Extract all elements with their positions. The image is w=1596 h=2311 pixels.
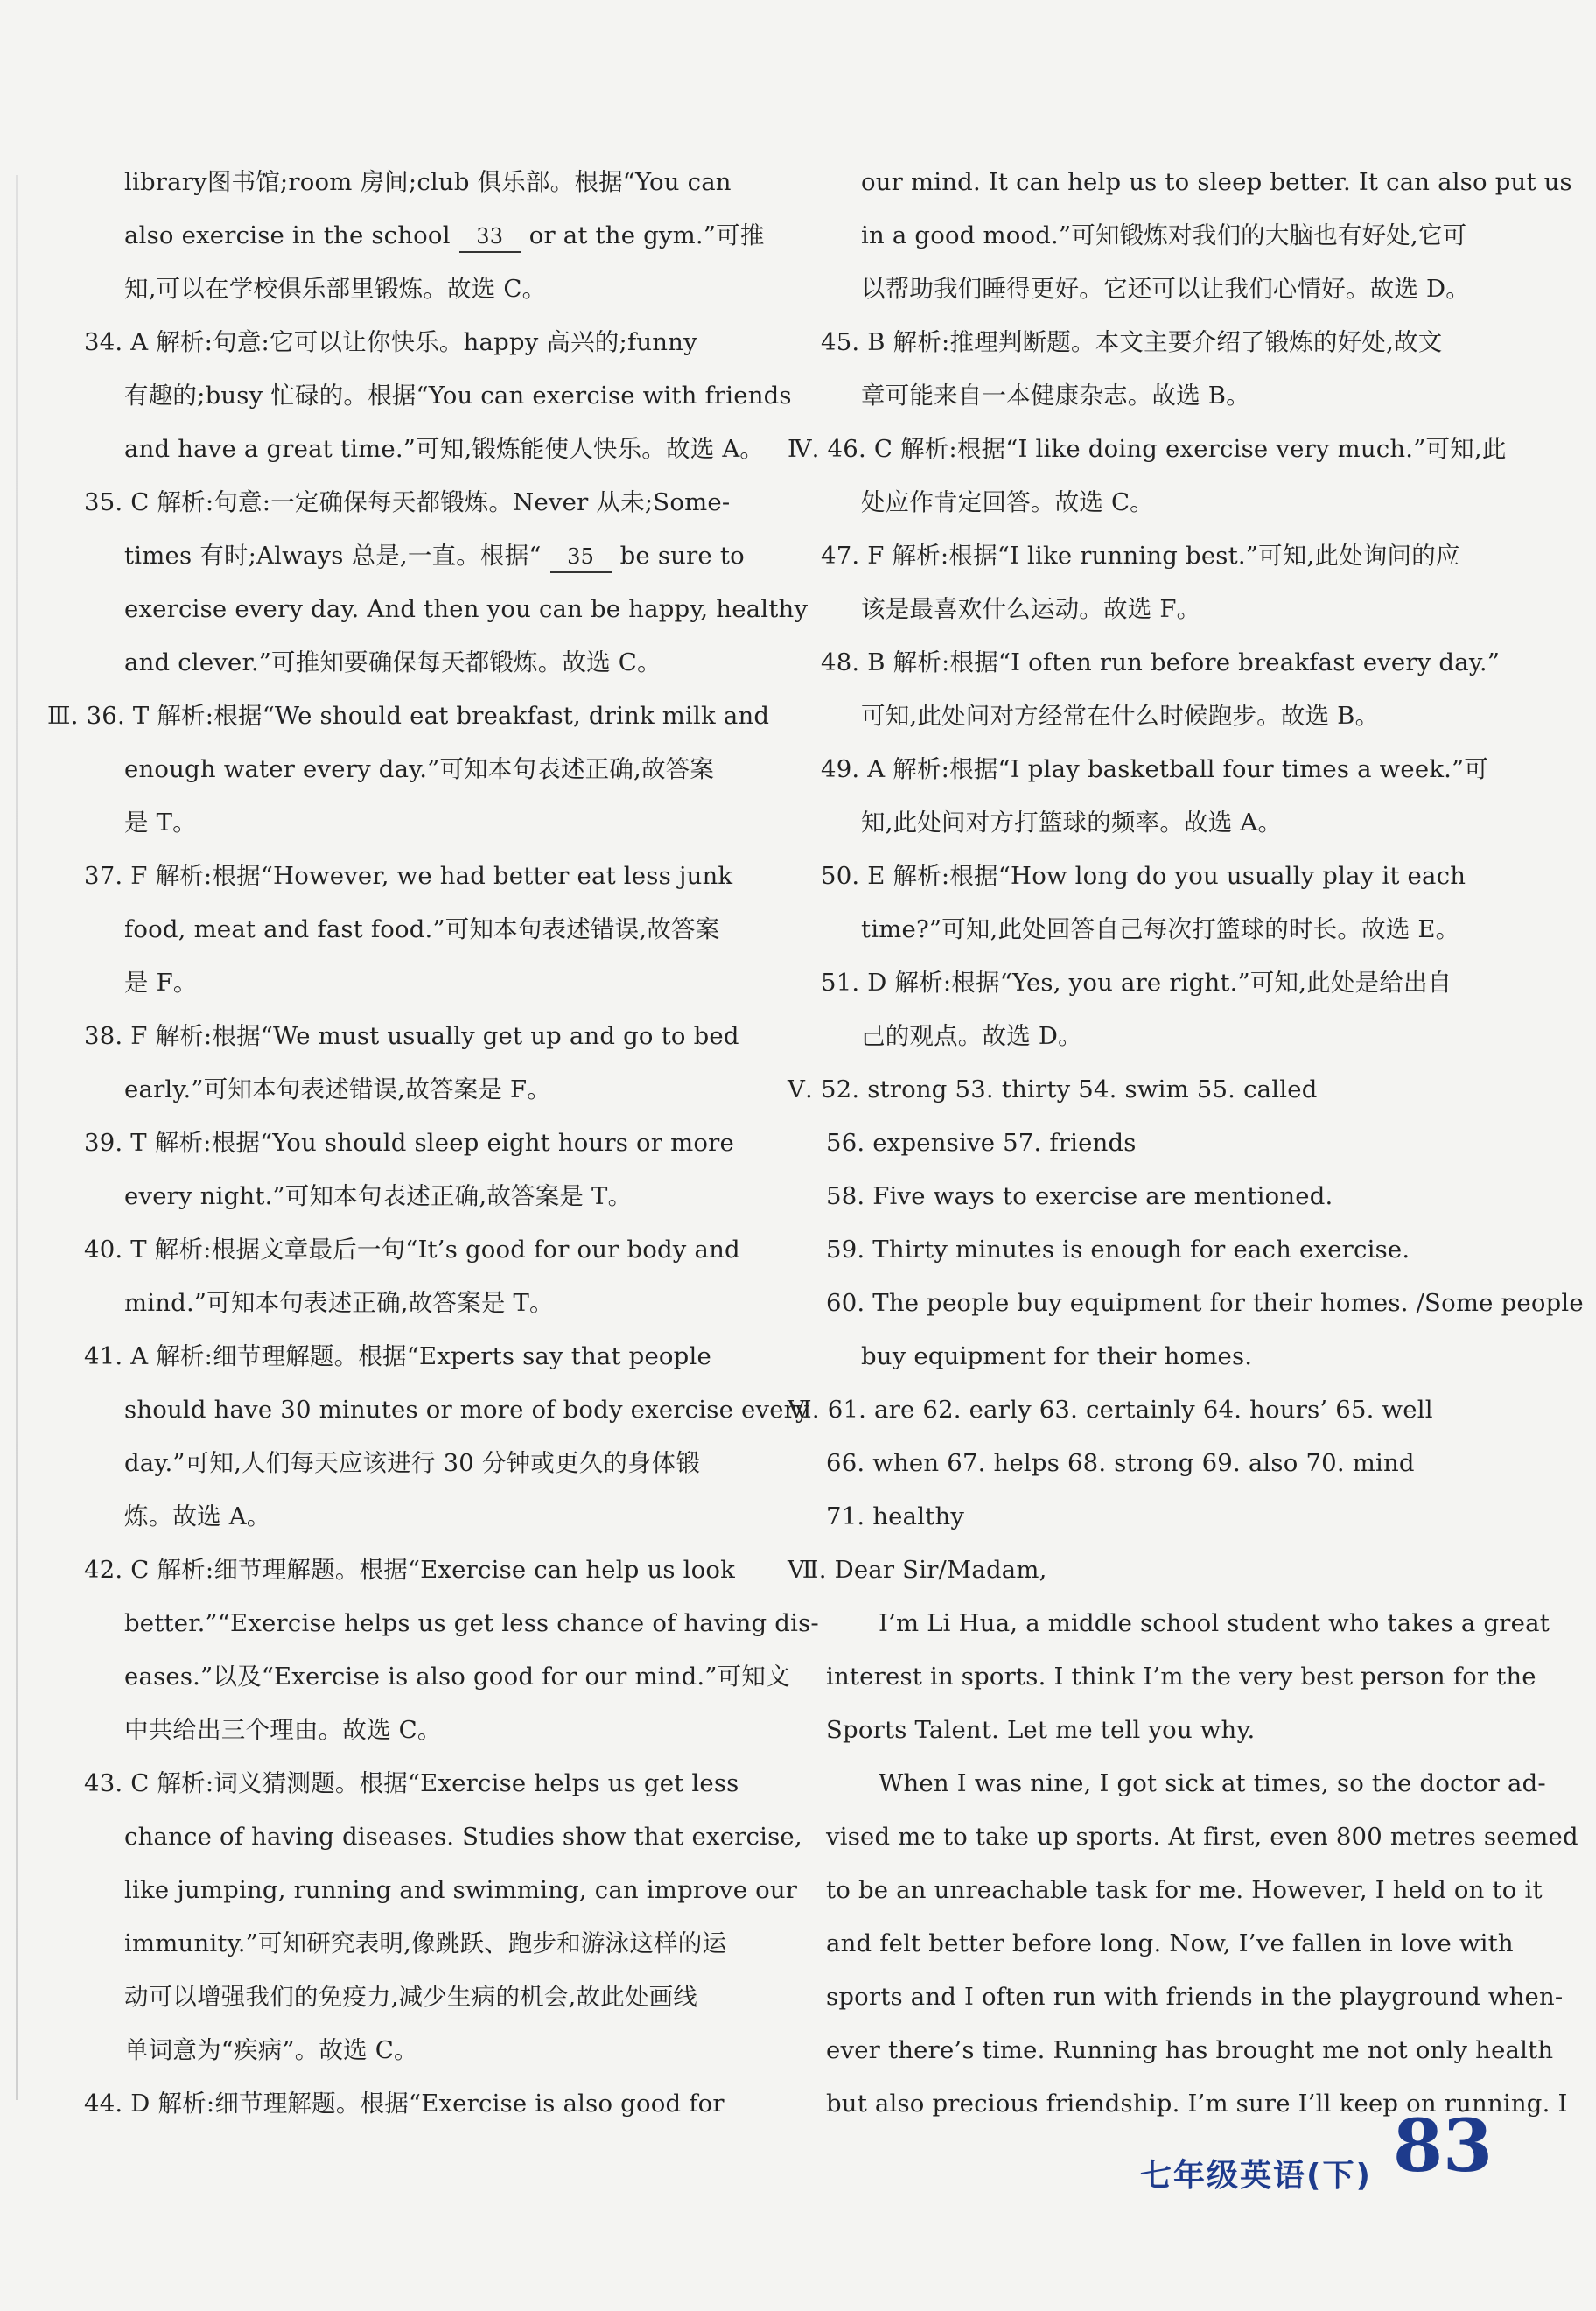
answer-line: 知,可以在学校俱乐部里锻炼。故选 C。 [124,275,547,303]
answer-line: 章可能来自一本健康杂志。故选 B。 [861,382,1250,410]
answer-line: 可知,此处问对方经常在什么时候跑步。故选 B。 [861,702,1380,730]
section-iv-item-46: Ⅳ. 46. C 解析:根据“I like doing exercise very much.”可知,此 [788,435,1507,463]
answer-line: mind.”可知本句表述正确,故答案是 T。 [124,1289,554,1317]
footer-book-title: 七年级英语(下) [1140,2158,1372,2194]
answer-item-45: 45. B 解析:推理判断题。本文主要介绍了锻炼的好处,故文 [821,328,1443,356]
answer-item-35: 35. C 解析:句意:一定确保每天都锻炼。Never 从未;Some- [84,488,731,516]
answer-line: early.”可知本句表述错误,故答案是 F。 [124,1075,551,1103]
answer-item-47: 47. F 解析:根据“I like running best.”可知,此处询问的应 [821,542,1460,570]
answer-line-with-blank: also exercise in the school 33 or at the gym.”可推 [77,209,751,263]
answer-line: 是 T。 [124,809,197,837]
page-number: 83 [1393,2104,1494,2188]
section-v-answers: Ⅴ. 52. strong 53. thirty 54. swim 55. called [788,1075,1318,1103]
essay-line: I’m Li Hua, a middle school student who takes a great [878,1609,1550,1637]
answer-item-51: 51. D 解析:根据“Yes, you are right.”可知,此处是给出自 [821,969,1452,997]
section-vii-salutation: Ⅶ. Dear Sir/Madam, [788,1556,1047,1584]
answer-line: 59. Thirty minutes is enough for each exercise. [826,1236,1410,1264]
essay-line: and felt better before long. Now, I’ve fallen in love with [826,1929,1514,1957]
answer-line: library图书馆;room 房间;club 俱乐部。根据“You can [124,168,732,196]
answer-item-48: 48. B 解析:根据“I often run before breakfast every day.” [821,648,1501,676]
answer-line: should have 30 minutes or more of body exercise every [124,1396,809,1424]
answer-line-with-blank: times 有时;Always 总是,一直。根据“ 35 be sure to [77,529,751,583]
answer-line: 该是最喜欢什么运动。故选 F。 [861,595,1201,623]
answer-line: day.”可知,人们每天应该进行 30 分钟或更久的身体锻 [124,1449,701,1477]
answer-line: 知,此处问对方打篮球的频率。故选 A。 [861,809,1283,837]
answer-line: chance of having diseases. Studies show that exercise, [124,1823,802,1851]
answer-line: 以帮助我们睡得更好。它还可以让我们心情好。故选 D。 [861,275,1470,303]
answer-item-40: 40. T 解析:根据文章最后一句“It’s good for our body and [84,1236,740,1264]
right-column [788,156,1584,2131]
answer-line: 动可以增强我们的免疫力,减少生病的机会,故此处画线 [124,1983,697,2011]
answer-line: 58. Five ways to exercise are mentioned. [826,1182,1334,1210]
answer-line: in a good mood.”可知锻炼对我们的大脑也有好处,它可 [861,221,1467,249]
answer-line: food, meat and fast food.”可知本句表述错误,故答案 [124,915,720,943]
page-edge-border [16,175,18,2100]
section-iii-item-36: Ⅲ. 36. T 解析:根据“We should eat breakfast, drink milk and [47,702,770,730]
section-vi-answers: Ⅵ. 61. are 62. early 63. certainly 64. hours’ 65. well [788,1396,1433,1424]
left-column [47,156,819,2131]
answer-line: 有趣的;busy 忙碌的。根据“You can exercise with friends [124,382,792,410]
answer-line: 己的观点。故选 D。 [861,1022,1082,1050]
answer-line: 66. when 67. helps 68. strong 69. also 70. mind [826,1449,1415,1477]
essay-line: sports and I often run with friends in the playground when- [826,1983,1564,2011]
answer-item-42: 42. C 解析:细节理解题。根据“Exercise can help us look [84,1556,736,1584]
answer-line: every night.”可知本句表述正确,故答案是 T。 [124,1182,633,1210]
answer-item-41: 41. A 解析:细节理解题。根据“Experts say that people [84,1342,711,1370]
answer-line: 单词意为“疾病”。故选 C。 [124,2036,418,2064]
answer-line: better.”“Exercise helps us get less chance of having dis- [124,1609,819,1637]
answer-line: immunity.”可知研究表明,像跳跃、跑步和游泳这样的运 [124,1929,727,1957]
answer-item-39: 39. T 解析:根据“You should sleep eight hours or more [84,1129,734,1157]
answer-line: exercise every day. And then you can be happy, healthy [124,595,808,623]
answer-line: 71. healthy [826,1502,965,1530]
blank-underline: 35 [550,542,612,573]
answer-line: eases.”以及“Exercise is also good for our mind.”可知文 [124,1663,790,1691]
answer-line: like jumping, running and swimming, can improve our [124,1876,798,1904]
essay-line: When I was nine, I got sick at times, so the doctor ad- [878,1769,1546,1797]
essay-line: interest in sports. I think I’m the very best person for the [826,1663,1536,1691]
essay-line: but also precious friendship. I’m sure I’ll keep on running. I [826,2090,1568,2118]
blank-underline: 33 [459,221,521,253]
answer-item-34: 34. A 解析:句意:它可以让你快乐。happy 高兴的;funny [84,328,697,356]
answer-line: 是 F。 [124,969,198,997]
essay-line: to be an unreachable task for me. However, I held on to it [826,1876,1543,1904]
answer-line: buy equipment for their homes. [861,1342,1253,1370]
answer-line: and clever.”可推知要确保每天都锻炼。故选 C。 [124,648,662,676]
answer-line: time?”可知,此处回答自己每次打篮球的时长。故选 E。 [861,915,1460,943]
answer-line: 60. The people buy equipment for their homes. /Some people [826,1289,1584,1317]
answer-item-38: 38. F 解析:根据“We must usually get up and go to bed [84,1022,739,1050]
essay-line: vised me to take up sports. At first, even 800 metres seemed [826,1823,1578,1851]
answer-line: and have a great time.”可知,锻炼能使人快乐。故选 A。 [124,435,765,463]
essay-line: ever there’s time. Running has brought me not only health [826,2036,1554,2064]
answer-line: 56. expensive 57. friends [826,1129,1137,1157]
answer-line: 中共给出三个理由。故选 C。 [124,1716,442,1744]
answer-item-50: 50. E 解析:根据“How long do you usually play it each [821,862,1466,890]
answer-line: our mind. It can help us to sleep better. It can also put us [861,168,1572,196]
answer-item-43: 43. C 解析:词义猜测题。根据“Exercise helps us get less [84,1769,739,1797]
answer-item-37: 37. F 解析:根据“However, we had better eat less junk [84,862,733,890]
essay-line: Sports Talent. Let me tell you why. [826,1716,1256,1744]
answer-line: 炼。故选 A。 [124,1502,271,1530]
answer-item-49: 49. A 解析:根据“I play basketball four times a week.”可 [821,755,1489,783]
answer-item-44: 44. D 解析:细节理解题。根据“Exercise is also good for [84,2090,724,2118]
answer-line: 处应作肯定回答。故选 C。 [861,488,1154,516]
answer-line: enough water every day.”可知本句表述正确,故答案 [124,755,715,783]
